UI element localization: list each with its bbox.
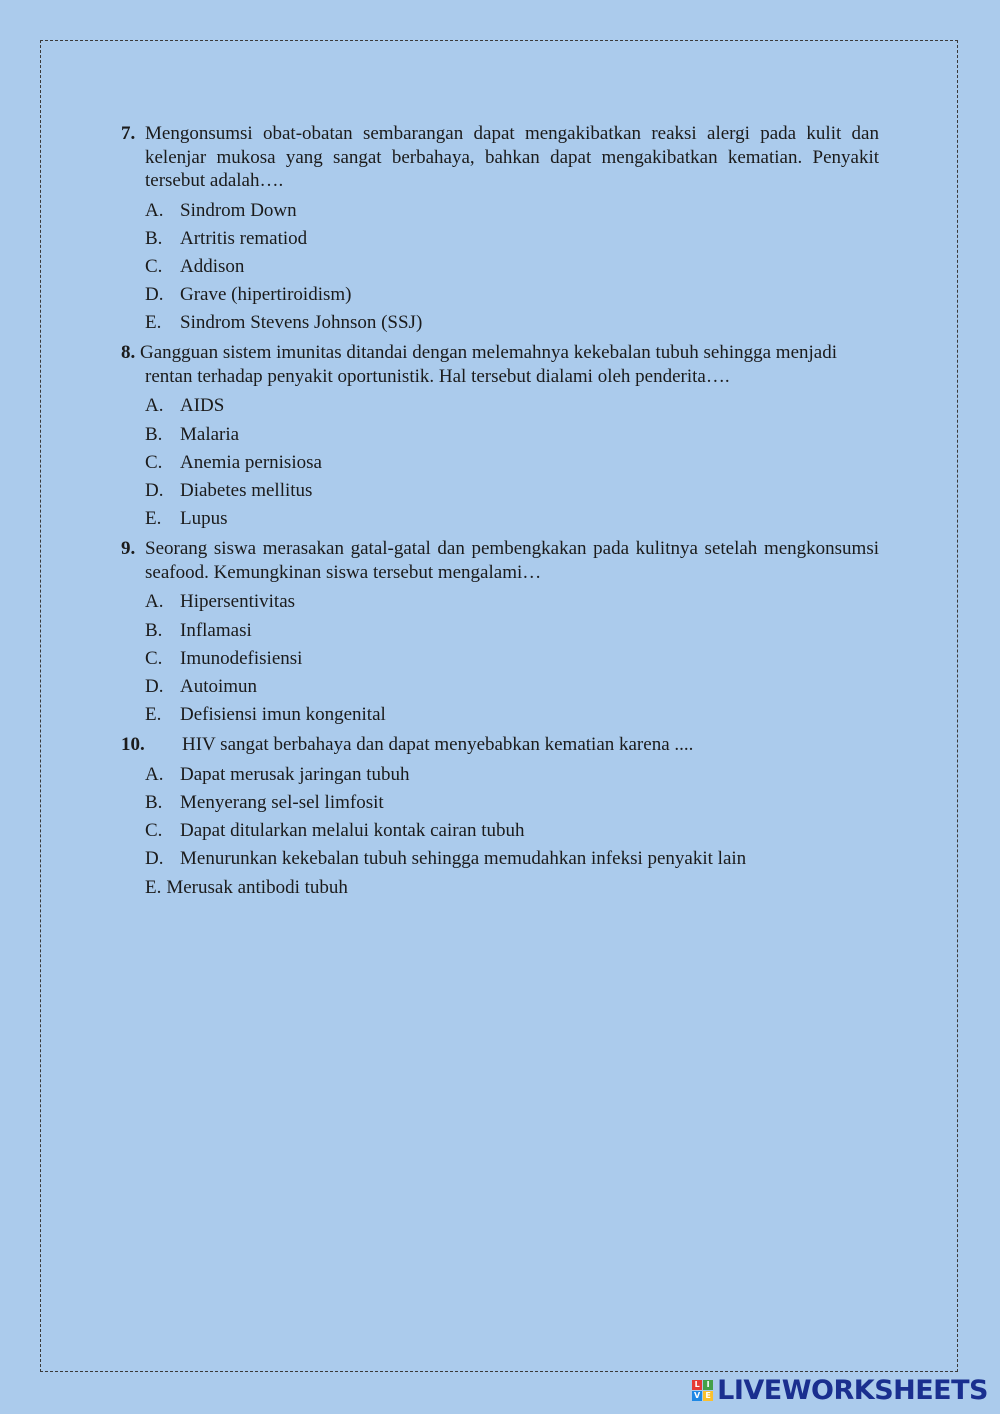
- option-letter: B.: [145, 619, 163, 641]
- option-e[interactable]: [121, 874, 879, 902]
- option-b[interactable]: [121, 421, 879, 449]
- option-text: Inflamasi: [180, 619, 252, 641]
- option-text: Sindrom Down: [180, 199, 297, 221]
- option-text: Grave (hipertiroidism): [180, 284, 352, 306]
- logo-mark-letter: L: [692, 1380, 702, 1390]
- option-text: Diabetes mellitus: [180, 480, 313, 501]
- option-text: Addison: [180, 255, 245, 277]
- option-letter: A.: [145, 763, 164, 785]
- option-letter: D.: [145, 848, 164, 870]
- option-letter: D.: [145, 480, 164, 501]
- option-letter: E.: [145, 704, 162, 726]
- worksheet-content: [121, 122, 879, 906]
- question-10-options: [121, 761, 879, 902]
- liveworksheets-logo-icon: [692, 1380, 713, 1401]
- option-letter: A.: [145, 395, 164, 417]
- option-c[interactable]: [121, 449, 879, 477]
- option-a[interactable]: [121, 392, 879, 420]
- option-letter: E.: [145, 312, 162, 334]
- option-letter: B.: [145, 423, 163, 445]
- option-c[interactable]: [121, 253, 879, 281]
- option-b[interactable]: [121, 225, 879, 253]
- option-e[interactable]: [121, 701, 879, 729]
- option-a[interactable]: [121, 761, 879, 789]
- option-text: Menyerang sel-sel limfosit: [180, 792, 384, 813]
- option-d[interactable]: [121, 845, 879, 873]
- question-number: 10.: [121, 734, 145, 756]
- logo-mark-letter: E: [703, 1391, 713, 1401]
- option-letter: C.: [145, 255, 163, 277]
- option-letter: B.: [145, 792, 163, 813]
- option-letter: D.: [145, 284, 164, 306]
- question-7: [121, 122, 879, 193]
- option-letter: E.: [145, 876, 162, 898]
- option-text: Lupus: [180, 508, 228, 530]
- option-text: AIDS: [180, 395, 225, 417]
- question-number: 7.: [121, 123, 136, 144]
- option-text: Menurunkan kekebalan tubuh sehingga memudahkan infeksi penyakit lain: [180, 848, 747, 870]
- option-d[interactable]: [121, 673, 879, 701]
- question-number: 8.: [121, 342, 136, 364]
- option-text: Merusak antibodi tubuh: [166, 876, 348, 898]
- logo-text: LIVEWORKSHEETS: [717, 1375, 988, 1406]
- question-8-options: [121, 392, 879, 533]
- option-text: Dapat merusak jaringan tubuh: [180, 763, 410, 785]
- option-c[interactable]: [121, 645, 879, 673]
- option-text: Malaria: [180, 423, 240, 445]
- option-letter: D.: [145, 675, 164, 697]
- question-number: 9.: [121, 538, 136, 560]
- option-text: Artritis rematiod: [180, 227, 308, 249]
- option-text: Autoimun: [180, 675, 258, 697]
- option-letter: E.: [145, 508, 162, 530]
- option-text: Dapat ditularkan melalui kontak cairan tubuh: [180, 820, 525, 842]
- question-7-options: [121, 197, 879, 338]
- option-letter: A.: [145, 591, 164, 613]
- option-e[interactable]: [121, 505, 879, 533]
- option-text: Defisiensi imun kongenital: [180, 704, 386, 726]
- option-letter: C.: [145, 451, 163, 473]
- question-8: [121, 341, 879, 388]
- liveworksheets-logo[interactable]: [692, 1375, 988, 1406]
- option-text: Hipersentivitas: [180, 591, 296, 613]
- question-9: [121, 537, 879, 584]
- option-b[interactable]: [121, 617, 879, 645]
- option-letter: A.: [145, 199, 164, 221]
- option-b[interactable]: [121, 789, 879, 817]
- option-text: Sindrom Stevens Johnson (SSJ): [180, 312, 423, 334]
- option-letter: C.: [145, 820, 163, 842]
- logo-mark-letter: V: [694, 1391, 701, 1400]
- question-text-first-line: Gangguan sistem imunitas ditandai dengan melemahnya kekebalan tubuh sehingga menjadi: [140, 342, 838, 364]
- option-a[interactable]: [121, 588, 879, 616]
- question-9-options: [121, 588, 879, 729]
- question-text-continued: rentan terhadap penyakit oportunistik. Hal tersebut dialami oleh penderita….: [145, 365, 730, 387]
- option-letter: B.: [145, 227, 163, 249]
- option-a[interactable]: [121, 197, 879, 225]
- option-d[interactable]: [121, 477, 879, 505]
- option-e[interactable]: [121, 309, 879, 337]
- option-letter: C.: [145, 647, 163, 669]
- question-text: Seorang siswa merasakan gatal-gatal dan pembengkakan pada kulitnya setelah mengkonsumsi seafood. Kemungkinan siswa tersebut mengalami…: [145, 538, 879, 583]
- question-10: [121, 733, 879, 757]
- question-text: Mengonsumsi obat-obatan sembarangan dapat mengakibatkan reaksi alergi pada kulit dan kelenjar mukosa yang sangat berbahaya, bahkan dapat mengakibatkan kematian. Penyakit tersebut adalah….: [145, 123, 879, 191]
- option-text: Anemia pernisiosa: [180, 451, 322, 473]
- question-text: HIV sangat berbahaya dan dapat menyebabkan kematian karena ....: [182, 734, 694, 756]
- option-text: Imunodefisiensi: [180, 647, 303, 669]
- logo-mark-letter: I: [703, 1380, 713, 1390]
- option-d[interactable]: [121, 281, 879, 309]
- option-c[interactable]: [121, 817, 879, 845]
